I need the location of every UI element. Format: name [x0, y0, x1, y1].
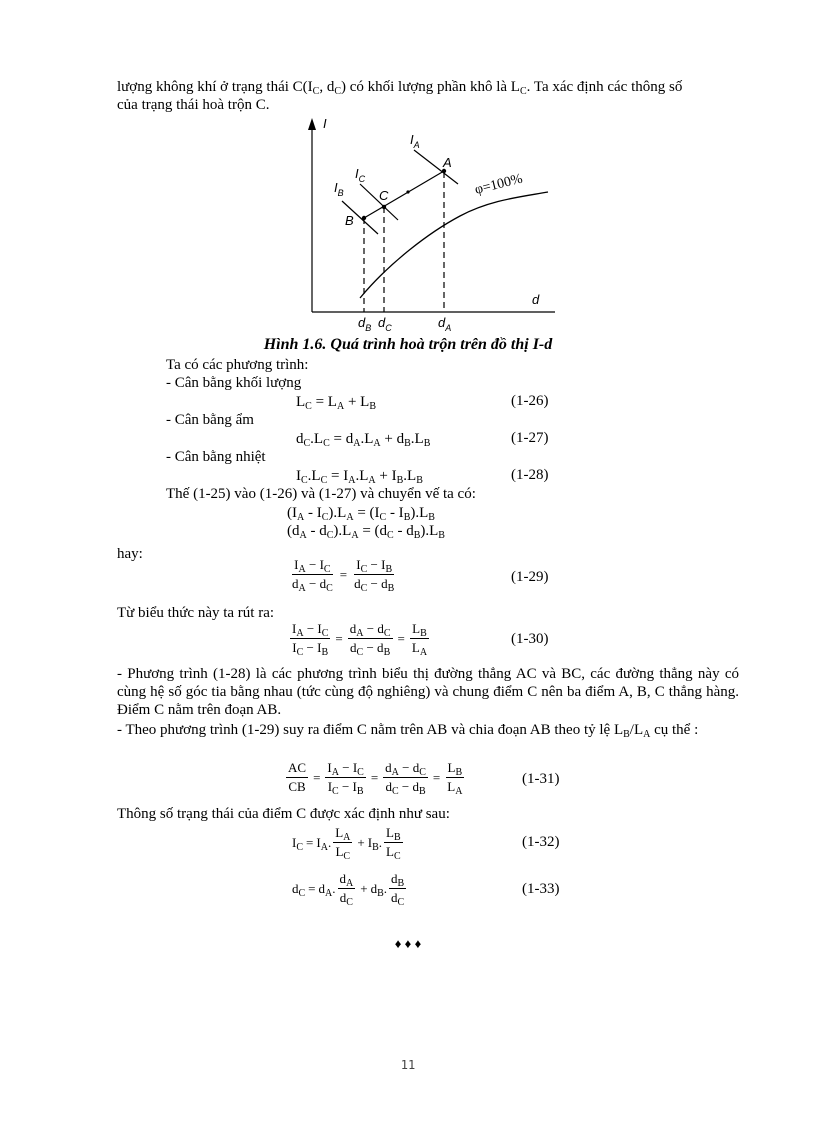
label-point-B: B — [345, 213, 354, 228]
label-IB: $I_B$ — [334, 180, 344, 198]
axis-y-label: I — [323, 116, 327, 131]
equation-1-32: $I_C$ = $I_A$. $\frac{L_A}{L_C}$ + $I_B$. $\frac{L_B}{L_C}$ — [292, 825, 401, 862]
label-dB: $d_B$ — [358, 315, 372, 333]
equation-sub-1: $(I_A - I_C).L_A = (I_C - I_B).L_B$ — [287, 505, 435, 523]
text-state-params: Thông số trạng thái của điểm C được xác định như sau: — [117, 806, 450, 822]
eq-number-1-30: (1-30) — [511, 631, 549, 647]
equation-1-31: $\frac{AC}{CB}$ = $\frac{I_A - I_C}{I_C - I_B}$ = $\frac{d_A - d_C}{d_C - d_B}$ = $\frac{L_B}{L_A}$ — [288, 760, 463, 797]
point-C-dot — [382, 205, 386, 209]
eq-number-1-31: (1-31) — [522, 771, 560, 787]
label-point-C: C — [379, 188, 389, 203]
text-mass-balance: - Cân bằng khối lượng — [166, 375, 302, 391]
eq-number-1-28: (1-28) — [511, 467, 549, 483]
equation-1-27: $d_C.L_C = d_A.L_A + d_B.L_B$ — [296, 431, 431, 449]
label-dC: $d_C$ — [378, 315, 392, 333]
equation-1-30: $\frac{I_A - I_C}{I_C - I_B}$ = $\frac{d_A - d_C}{d_C - d_B}$ = $\frac{L_B}{L_A}$ — [292, 621, 428, 658]
point-B-dot — [362, 216, 366, 220]
axis-x-label: d — [532, 292, 540, 307]
text-derive: Từ biểu thức này ta rút ra: — [117, 605, 275, 621]
label-dA: $d_A$ — [438, 315, 452, 333]
eq-number-1-33: (1-33) — [522, 881, 560, 897]
label-IC: $I_C$ — [355, 166, 366, 184]
equation-sub-2: $(d_A - d_C).L_A = (d_C - d_B).L_B$ — [287, 523, 445, 541]
equation-1-29: $\frac{I_A - I_C}{d_A - d_C}$ = $\frac{I_C - I_B}{d_C - d_B}$ — [292, 557, 395, 594]
figure-caption: Hình 1.6. Quá trình hoà trộn trên đồ thị I-d — [263, 336, 553, 353]
eq-number-1-32: (1-32) — [522, 834, 560, 850]
id-diagram — [280, 112, 570, 334]
eq-number-1-27: (1-27) — [511, 430, 549, 446]
equation-1-26: $L_C = L_A + L_B$ — [296, 394, 376, 412]
curve-label: φ=100% — [473, 171, 525, 198]
equation-1-33: $d_C$ = $d_A$. $\frac{d_A}{d_C}$ + $d_B$. $\frac{d_B}{d_C}$ — [292, 871, 405, 908]
paragraph-1: - Phương trình (1-28) là các phương trình biểu thị đường thẳng AC và BC, các đường thẳng này có cùng hệ số góc tia bằng nhau (tức cùng độ nghiêng) và chung điểm C nên ba điểm A, B, C thẳng hàng. Điểm C nằm trên đoạn AB. — [117, 666, 739, 718]
equation-1-28: $I_C.L_C = I_A.L_A + I_B.L_B$ — [296, 468, 423, 486]
intro-line-1: lượng không khí ở trạng thái $C(I_C$, $d_C$) có khối lượng phần khô là $L_C$. Ta xác định các thông số — [117, 79, 683, 97]
mid-dot — [406, 190, 409, 193]
label-point-A: A — [443, 155, 452, 170]
eq-number-1-29: (1-29) — [511, 569, 549, 585]
label-IA: $I_A$ — [410, 132, 420, 150]
text-have-equations: Ta có các phương trình: — [166, 357, 309, 373]
text-hay: hay: — [117, 546, 143, 562]
mixing-line — [364, 171, 444, 218]
text-heat-balance: - Cân bằng nhiệt — [166, 449, 266, 465]
paragraph-2: - Theo phương trình (1-29) suy ra điểm C nằm trên AB và chia đoạn AB theo tỷ lệ $L_B/L_A$ cụ thể : — [117, 722, 699, 740]
text-moisture-balance: - Cân bằng ẩm — [166, 412, 254, 428]
y-axis-arrow — [308, 118, 316, 130]
saturation-curve — [360, 192, 548, 298]
eq-number-1-26: (1-26) — [511, 393, 549, 409]
page-number: 11 — [400, 1058, 416, 1072]
text-substitute: Thế (1-25) vào (1-26) và (1-27) và chuyển vế ta có: — [166, 486, 476, 502]
intro-line-2: của trạng thái hoà trộn C. — [117, 97, 270, 113]
section-ornament: ♦ ♦ ♦ — [394, 936, 422, 951]
